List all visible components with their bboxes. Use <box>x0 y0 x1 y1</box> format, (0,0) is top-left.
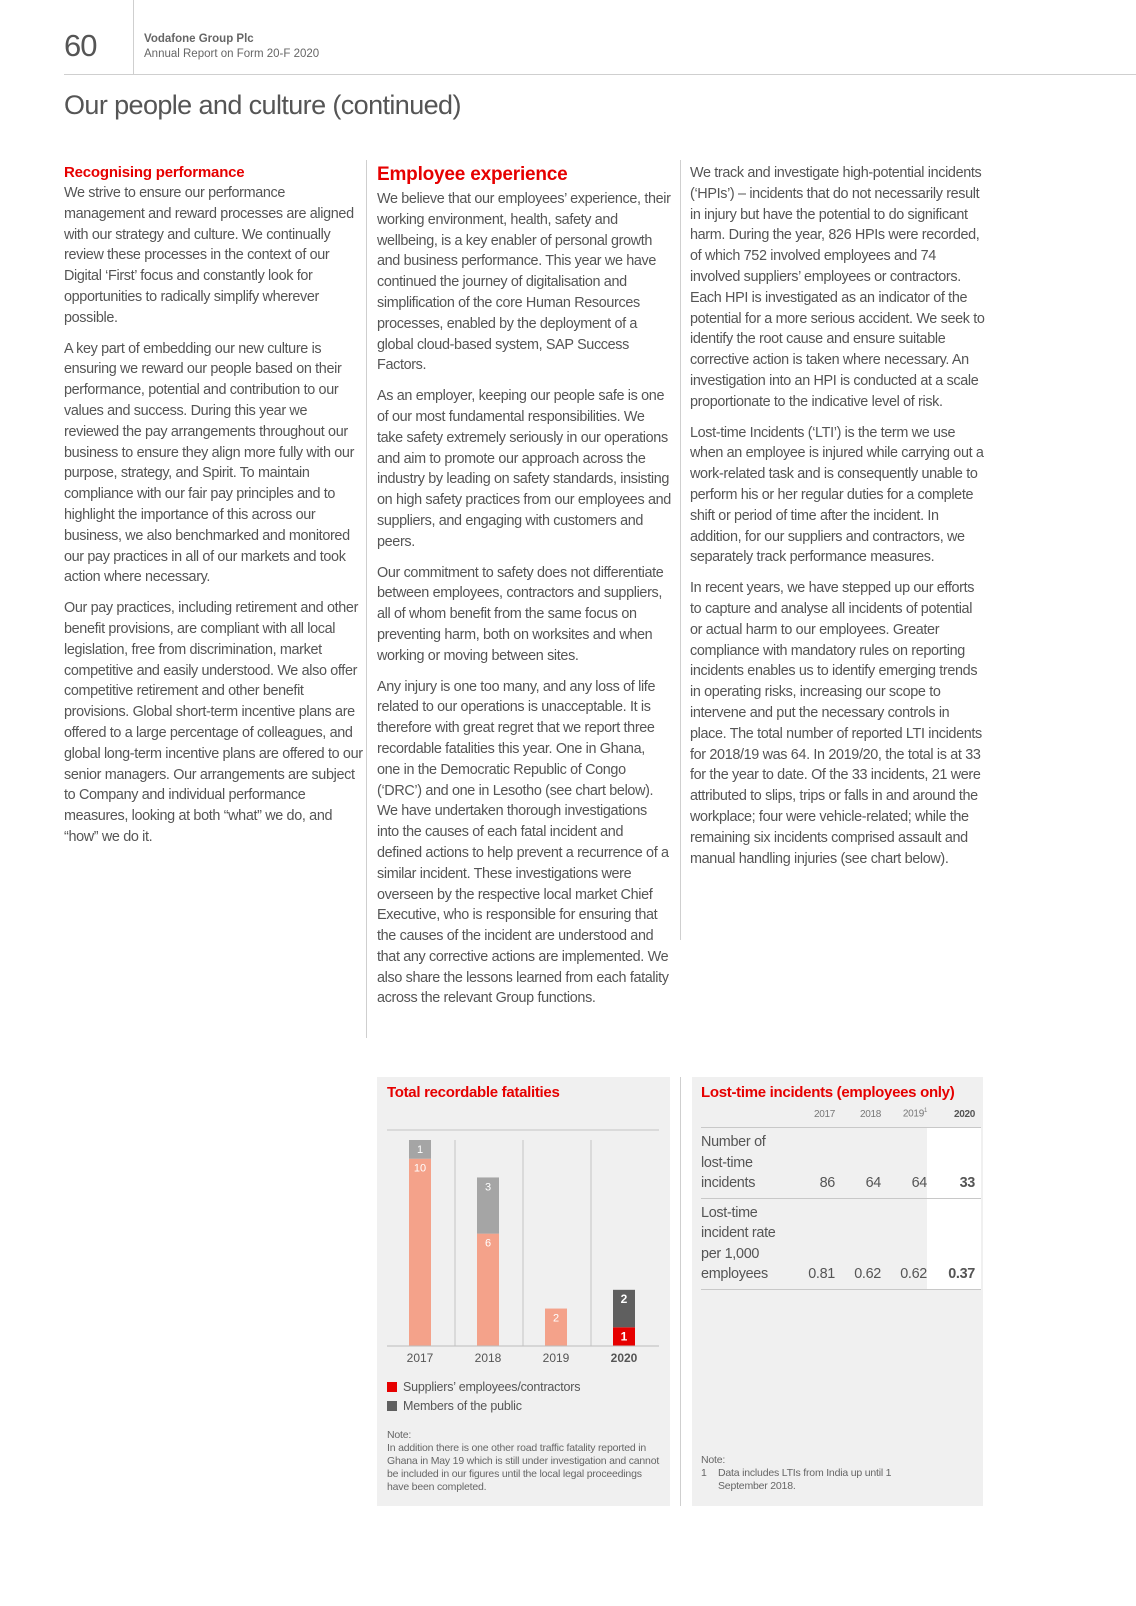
cell: 0.62 <box>835 1198 881 1289</box>
bar-value-label: 3 <box>484 1181 492 1194</box>
lti-table <box>701 1107 981 1290</box>
paragraph: Lost-time Incidents (‘LTI’) is the term we use when an employee is injured while carrying out a work-related task and is consequently unable to perform his or her regular duties for a complete shift or period of time after the incident. In addition, for our suppliers and contractors, we separately track performance measures. <box>690 424 984 566</box>
fatalities-chart-panel <box>377 1077 670 1506</box>
column-divider <box>680 160 681 940</box>
x-tick-label: 2018 <box>474 1351 502 1365</box>
column-header-current: 2020 <box>927 1107 981 1128</box>
header-divider <box>133 0 134 74</box>
legend-swatch-grey <box>387 1401 397 1411</box>
paragraph: In recent years, we have stepped up our efforts to capture and analyse all incidents of potential or actual harm to our employees. Greater compliance with mandatory rules on reporting incidents enables us to identify emerging trends in operating risks, increasing our scope to intervene and put the necessary controls in place. The total number of reported LTI incidents for 2018/19 was 64. In 2019/20, the total is at 33 for the year to date. Of the 33 incidents, 21 were attributed to slips, trips or falls in and around the workplace; four were vehicle-related; while the remaining six incidents comprised assault and manual handling injuries (see chart below). <box>690 580 982 867</box>
column-recognising-performance <box>64 163 364 858</box>
footnote-text: Data includes LTIs from India up until 1 September 2018. <box>718 1467 892 1492</box>
header-rule <box>64 74 1136 75</box>
section-heading-employee-experience: Employee experience <box>377 164 568 185</box>
bar-value-label: 2 <box>552 1312 560 1325</box>
column-header: 2019$^1$ <box>902 1108 927 1120</box>
company-name: Vodafone Group Plc <box>144 33 254 45</box>
footnote-marker: 1 <box>701 1467 707 1479</box>
x-tick-label: 2019 <box>542 1351 570 1365</box>
bar-2017-suppliers <box>409 1159 431 1346</box>
column-incidents <box>690 163 986 879</box>
cell: 0.62 <box>881 1198 927 1289</box>
row-label: Lost-time incident rate per 1,000 employees <box>701 1198 789 1289</box>
fatalities-note <box>387 1429 662 1494</box>
fatalities-bar-chart <box>377 1117 670 1417</box>
bar-value-label: 1 <box>416 1144 424 1156</box>
page-title: Our people and culture (continued) <box>64 90 461 120</box>
bar-value-label: 1 <box>620 1329 628 1344</box>
lti-note <box>701 1454 971 1493</box>
panel-divider <box>680 1077 681 1506</box>
paragraph: Any injury is one too many, and any loss of life related to our operations is unacceptable. It is therefore with great regret that we report three recordable fatalities this year. One in Ghana, one in the Democratic Republic of Congo (‘DRC’) and one in Lesotho (see chart below). We have undertaken thorough investigations into the causes of each fatal incident and defined actions to help prevent a recurrence of a similar incident. These investigations were overseen by the respective local market Chief Executive, who is responsible for ensuring that the causes of the incident are understood and that any corrective actions are implemented. We also share the lessons learned from each fatality across the relevant Group functions. <box>377 678 669 1007</box>
cell-current: 33 <box>927 1128 981 1199</box>
paragraph: Our commitment to safety does not differentiate between employees, contractors and suppliers, all of whom benefit from the same focus on preventing harm, both on worksites and when working or moving between sites. <box>377 564 664 664</box>
cell: 0.81 <box>789 1198 835 1289</box>
paragraph: We believe that our employees’ experience, their working environment, health, safety and wellbeing, is a key enabler of personal growth and business performance. This year we have continued the journey of digitalisation and simplification of the core Human Resources processes, enabled by the deployment of a global cloud-based system, SAP Success Factors. <box>377 191 671 374</box>
lti-table-title: Lost-time incidents (employees only) <box>701 1084 955 1101</box>
column-divider <box>366 160 367 1038</box>
column-header: 2017 <box>813 1108 835 1120</box>
legend-item-suppliers <box>387 1380 580 1394</box>
x-tick-label: 2020 <box>610 1351 638 1365</box>
x-tick-label: 2017 <box>406 1351 434 1365</box>
bar-value-label: 6 <box>484 1237 492 1250</box>
fatalities-chart-title: Total recordable fatalities <box>387 1084 560 1101</box>
paragraph: Our pay practices, including retirement and other benefit provisions, are compliant with all local legislation, free from discrimination, market competitive and easily understood. We also offer competitive retirement and other benefit provisions. Global short-term incentive plans are offered to a large percentage of colleagues, and global long-term incentive plans are offered to our senior managers. Our arrangements are subject to Company and individual performance measures, looking at both “what” we do, and “how” we do it. <box>64 600 363 845</box>
cell: 86 <box>789 1128 835 1199</box>
cell: 64 <box>835 1128 881 1199</box>
column-employee-experience <box>377 163 671 1019</box>
legend-label: Suppliers’ employees/contractors <box>403 1380 581 1394</box>
table-row <box>701 1198 981 1289</box>
table-header-row <box>701 1107 981 1128</box>
footnote-marker: 1 <box>923 1108 927 1115</box>
bar-value-label: 2 <box>620 1291 628 1306</box>
paragraph: We track and investigate high-potential incidents (‘HPIs’) – incidents that do not necessarily result in injury but have the potential to do significant harm. During the year, 826 HPIs were recorded, of which 752 involved employees and 74 involved suppliers’ employees or contractors. Each HPI is investigated as an indicator of the potential for a more serious accident. We seek to identify the root cause and ensure suitable corrective action is taken where necessary. An investigation into an HPI is conducted at a scale proportionate to the indicative level of risk. <box>690 165 985 410</box>
paragraph: We strive to ensure our performance management and reward processes are aligned with our strategy and culture. We continually review these processes in the context of our Digital ‘First’ focus and constantly look for opportunities to radically simplify wherever possible. <box>64 185 354 326</box>
header-blank <box>701 1107 789 1128</box>
paragraph: As an employer, keeping our people safe is one of our most fundamental responsibilities. We take safety extremely seriously in our operations and aim to promote our approach across the industry by leading on safety standards, insisting on high safety practices from our employees and suppliers, and engaging with customers and peers. <box>377 388 671 550</box>
page-number: 60 <box>64 28 97 63</box>
bar-value-label: 10 <box>413 1162 427 1175</box>
report-name: Annual Report on Form 20-F 2020 <box>144 48 320 60</box>
note-title: Note: <box>701 1454 726 1466</box>
legend-item-public <box>387 1399 522 1413</box>
table-row <box>701 1128 981 1199</box>
paragraph: A key part of embedding our new culture is ensuring we reward our people based on their performance, potential and contribution to our values and success. During this year we reviewed the pay arrangements throughout our business to ensure they align more fully with our purpose, strategy, and Spirit. To maintain compliance with our fair pay principles and to highlight the importance of this across our business, we also benchmarked and monitored our pay practices in all of our markets and took action where necessary. <box>64 340 355 586</box>
legend-label: Members of the public <box>403 1399 522 1413</box>
note-text: In addition there is one other road traffic fatality reported in Ghana in May 19 which is still under investigation and cannot be included in our figures until the local legal proceedings have been completed. <box>387 1442 660 1493</box>
cell-current: 0.37 <box>927 1198 981 1289</box>
note-title: Note: <box>387 1429 412 1441</box>
lti-table-panel <box>692 1077 983 1506</box>
row-label: Number of lost-time incidents <box>701 1128 789 1199</box>
footnote <box>701 1467 971 1493</box>
bar-2018-suppliers <box>477 1234 499 1346</box>
column-header: 2018 <box>859 1108 881 1120</box>
section-heading-recognising-performance: Recognising performance <box>64 164 245 181</box>
cell: 64 <box>881 1128 927 1199</box>
legend-swatch-red <box>387 1382 397 1392</box>
